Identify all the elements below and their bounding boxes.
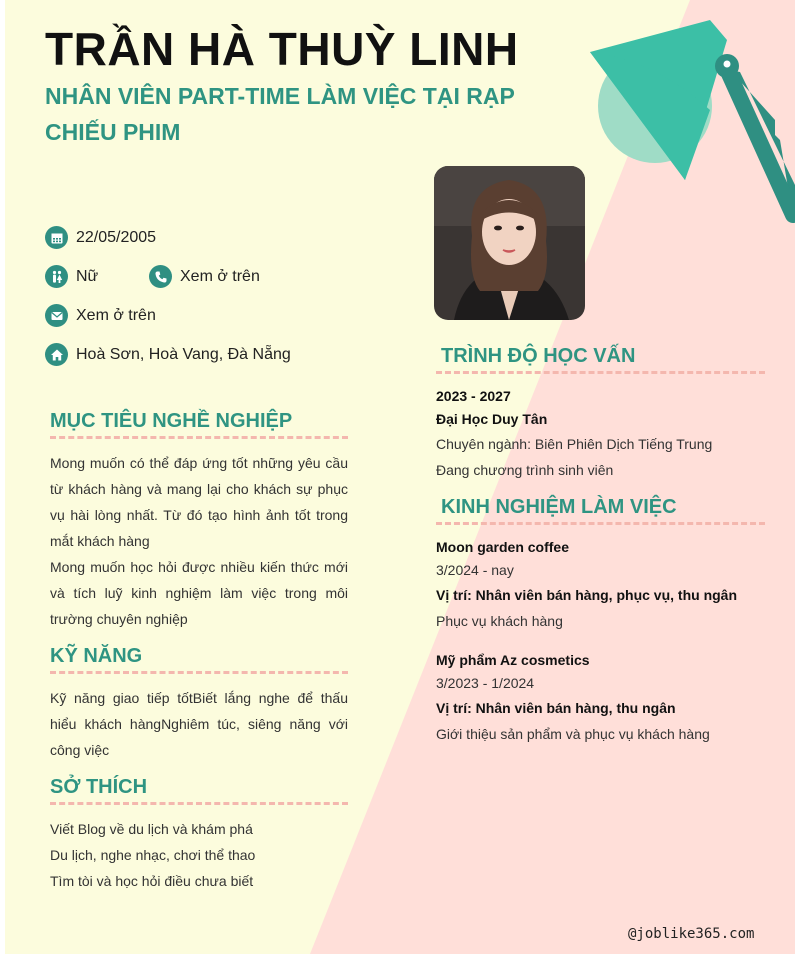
job-company: Mỹ phẩm Az cosmetics [436, 652, 590, 668]
education-school: Đại Học Duy Tân [436, 411, 548, 427]
gender-row [45, 265, 98, 288]
candidate-name: TRẦN HÀ THUỲ LINH [45, 23, 519, 75]
job-period: 3/2023 - 1/2024 [436, 675, 535, 691]
experience-heading: KINH NGHIỆM LÀM VIỆC [441, 496, 677, 518]
skills-text: Kỹ năng giao tiếp tốtBiết lắng nghe để thấu hiểu khách hàngNghiêm túc, siêng năng với công việc [50, 690, 348, 758]
profile-photo [434, 166, 585, 320]
birthday-row [45, 226, 156, 249]
phone-text: Xem ở trên [180, 267, 260, 285]
hobbies-list [50, 816, 348, 894]
hobby-item: Viết Blog về du lịch và khám phá [50, 821, 253, 837]
address-row [45, 343, 291, 366]
job-position: Vị trí: Nhân viên bán hàng, phục vụ, thu ngân [436, 587, 738, 603]
objective-heading: MỤC TIÊU NGHỀ NGHIỆP [50, 410, 293, 432]
job-title: NHÂN VIÊN PART-TIME LÀM VIỆC TẠI RẠP CHIẾU PHIM [45, 83, 515, 145]
home-icon [45, 343, 68, 366]
email-row [45, 304, 156, 327]
section-divider [436, 371, 765, 374]
gender-icon [45, 265, 68, 288]
job-company: Moon garden coffee [436, 539, 570, 555]
education-status: Đang chương trình sinh viên [436, 462, 614, 478]
education-heading: TRÌNH ĐỘ HỌC VẤN [441, 345, 636, 367]
section-divider [50, 671, 348, 674]
gender-text: Nữ [76, 267, 99, 285]
cv-page [5, 0, 795, 954]
phone-row [149, 265, 260, 288]
hobbies-heading: SỞ THÍCH [50, 776, 148, 798]
job-period: 3/2024 - nay [436, 562, 514, 578]
objective-body [50, 450, 348, 632]
job-position: Vị trí: Nhân viên bán hàng, thu ngân [436, 700, 676, 716]
mail-icon [45, 304, 68, 327]
section-divider [50, 436, 348, 439]
section-divider [436, 522, 765, 525]
watermark: @joblike365.com [628, 926, 755, 942]
address-text: Hoà Sơn, Hoà Vang, Đà Nẵng [76, 345, 291, 363]
education-period: 2023 - 2027 [436, 388, 511, 404]
skills-heading: KỸ NĂNG [50, 645, 143, 667]
job-description: Phục vụ khách hàng [436, 613, 563, 629]
job-description: Giới thiệu sản phẩm và phục vụ khách hàng [436, 726, 710, 742]
hobby-item: Du lịch, nghe nhạc, chơi thể thao [50, 847, 256, 863]
objective-paragraph-2: Mong muốn học hỏi được nhiều kiến thức mới và tích luỹ kinh nghiệm làm việc trong môi trường chuyên nghiệp [50, 559, 348, 627]
calendar-icon [45, 226, 68, 249]
phone-icon [149, 265, 172, 288]
birthday-text: 22/05/2005 [76, 228, 157, 246]
education-major: Chuyên ngành: Biên Phiên Dịch Tiếng Trung [436, 436, 713, 452]
objective-paragraph-1: Mong muốn có thể đáp ứng tốt những yêu cầu từ khách hàng và mang lại cho khách sự phục vụ hài lòng nhất. Từ đó tạo hình ảnh tốt trong mắt khách hàng [50, 455, 348, 549]
section-divider [50, 802, 348, 805]
email-text: Xem ở trên [76, 306, 156, 324]
hobby-item: Tìm tòi và học hỏi điều chưa biết [50, 873, 254, 889]
